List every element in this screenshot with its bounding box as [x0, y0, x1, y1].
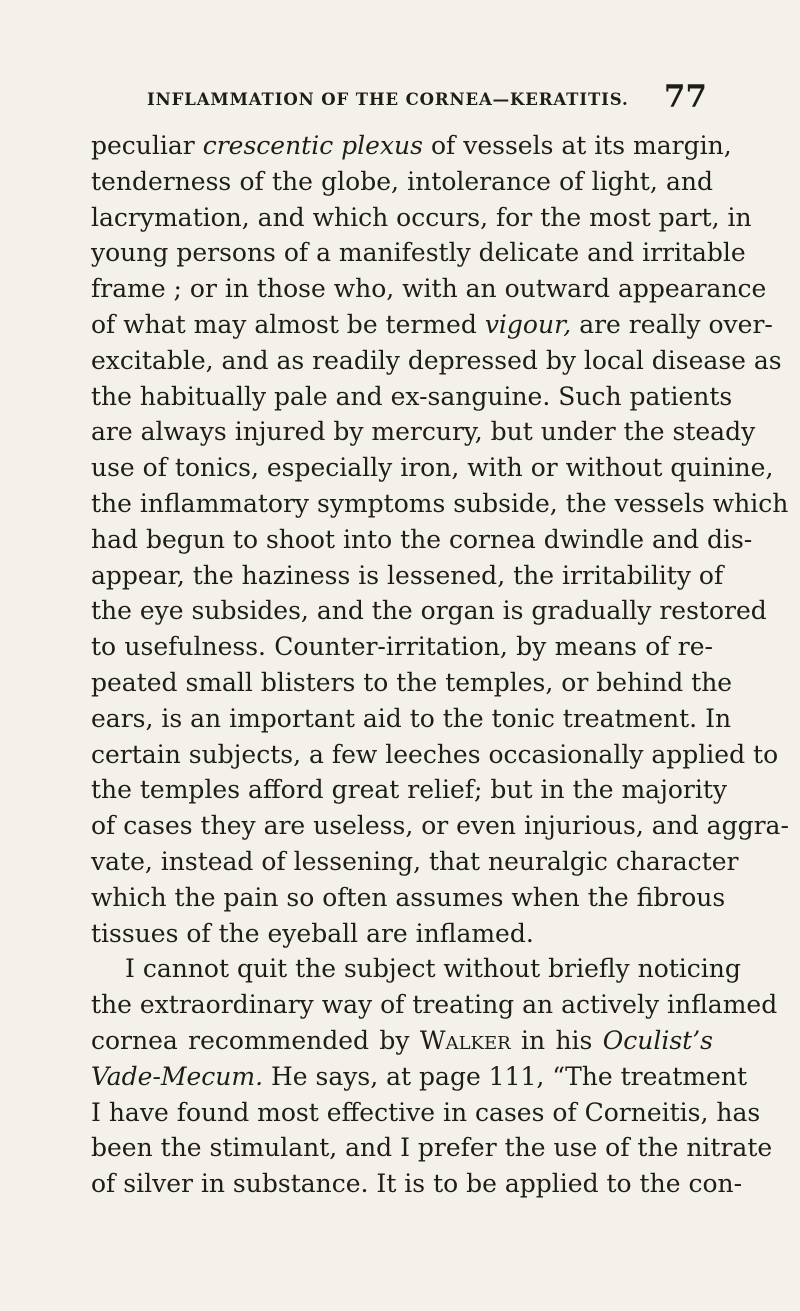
- text-line: ears, is an important aid to the tonic treatment. In: [91, 703, 732, 733]
- text-line: young persons of a manifestly delicate and irritable: [91, 238, 746, 268]
- text-line: which the pain so often assumes when the fibrous: [91, 882, 726, 912]
- text-line: had begun to shoot into the cornea dwindle and dis-: [91, 524, 753, 554]
- text-line: I have found most effective in cases of Corneitis, has: [91, 1097, 761, 1127]
- text-line: lacrymation, and which occurs, for the most part, in: [91, 202, 752, 232]
- text-line: the eye subsides, and the organ is gradually restored: [91, 596, 767, 626]
- text-line: peculiar crescentic plexus of vessels at its margin,: [91, 131, 732, 160]
- text-line: are always injured by mercury, but under the steady: [91, 417, 756, 447]
- author-name: Walker: [419, 1025, 511, 1055]
- page-number: 77: [663, 79, 707, 115]
- running-title: INFLAMMATION OF THE CORNEA—KERATITIS.: [147, 90, 629, 109]
- text-line: of cases they are useless, or even injurious, and aggra-: [91, 811, 789, 841]
- text-line: tenderness of the globe, intolerance of light, and: [91, 166, 713, 196]
- text-line: of what may almost be termed vigour, are really over-: [91, 309, 773, 339]
- paragraph-start-line: I cannot quit the subject without briefly noticing: [125, 954, 741, 984]
- book-title: Vade-Mecum.: [91, 1061, 264, 1091]
- text-line: the temples afford great relief; but in the majority: [91, 775, 727, 805]
- text-line: of silver in substance. It is to be applied to the con-: [91, 1169, 743, 1199]
- body-text: [91, 128, 789, 1202]
- text-line: appear, the haziness is lessened, the irritability of: [91, 560, 724, 590]
- text-line: the extraordinary way of treating an actively inflamed: [91, 990, 778, 1020]
- running-head: [147, 79, 707, 118]
- text-line: cornea recommended by Walker in his Oculist’s: [91, 1025, 713, 1055]
- text-line: use of tonics, especially iron, with or without quinine,: [91, 453, 774, 483]
- text-line: certain subjects, a few leeches occasionally applied to: [91, 739, 779, 769]
- text-line: vate, instead of lessening, that neuralgic character: [91, 846, 739, 876]
- text-line: to usefulness. Counter-irritation, by means of re-: [91, 632, 713, 662]
- text-line: frame ; or in those who, with an outward appearance: [91, 274, 767, 304]
- text-line: been the stimulant, and I prefer the use of the nitrate: [91, 1133, 773, 1163]
- text-line: peated small blisters to the temples, or behind the: [91, 667, 733, 697]
- text-line: excitable, and as readily depressed by local disease as: [91, 345, 782, 375]
- text-line: the habitually pale and ex-sanguine. Such patients: [91, 381, 733, 411]
- paragraph-end-line: tissues of the eyeball are inflamed.: [91, 918, 534, 948]
- text-line: Vade-Mecum. He says, at page 111, “The treatment: [91, 1061, 747, 1091]
- text-line: the inflammatory symptoms subside, the vessels which: [91, 488, 789, 518]
